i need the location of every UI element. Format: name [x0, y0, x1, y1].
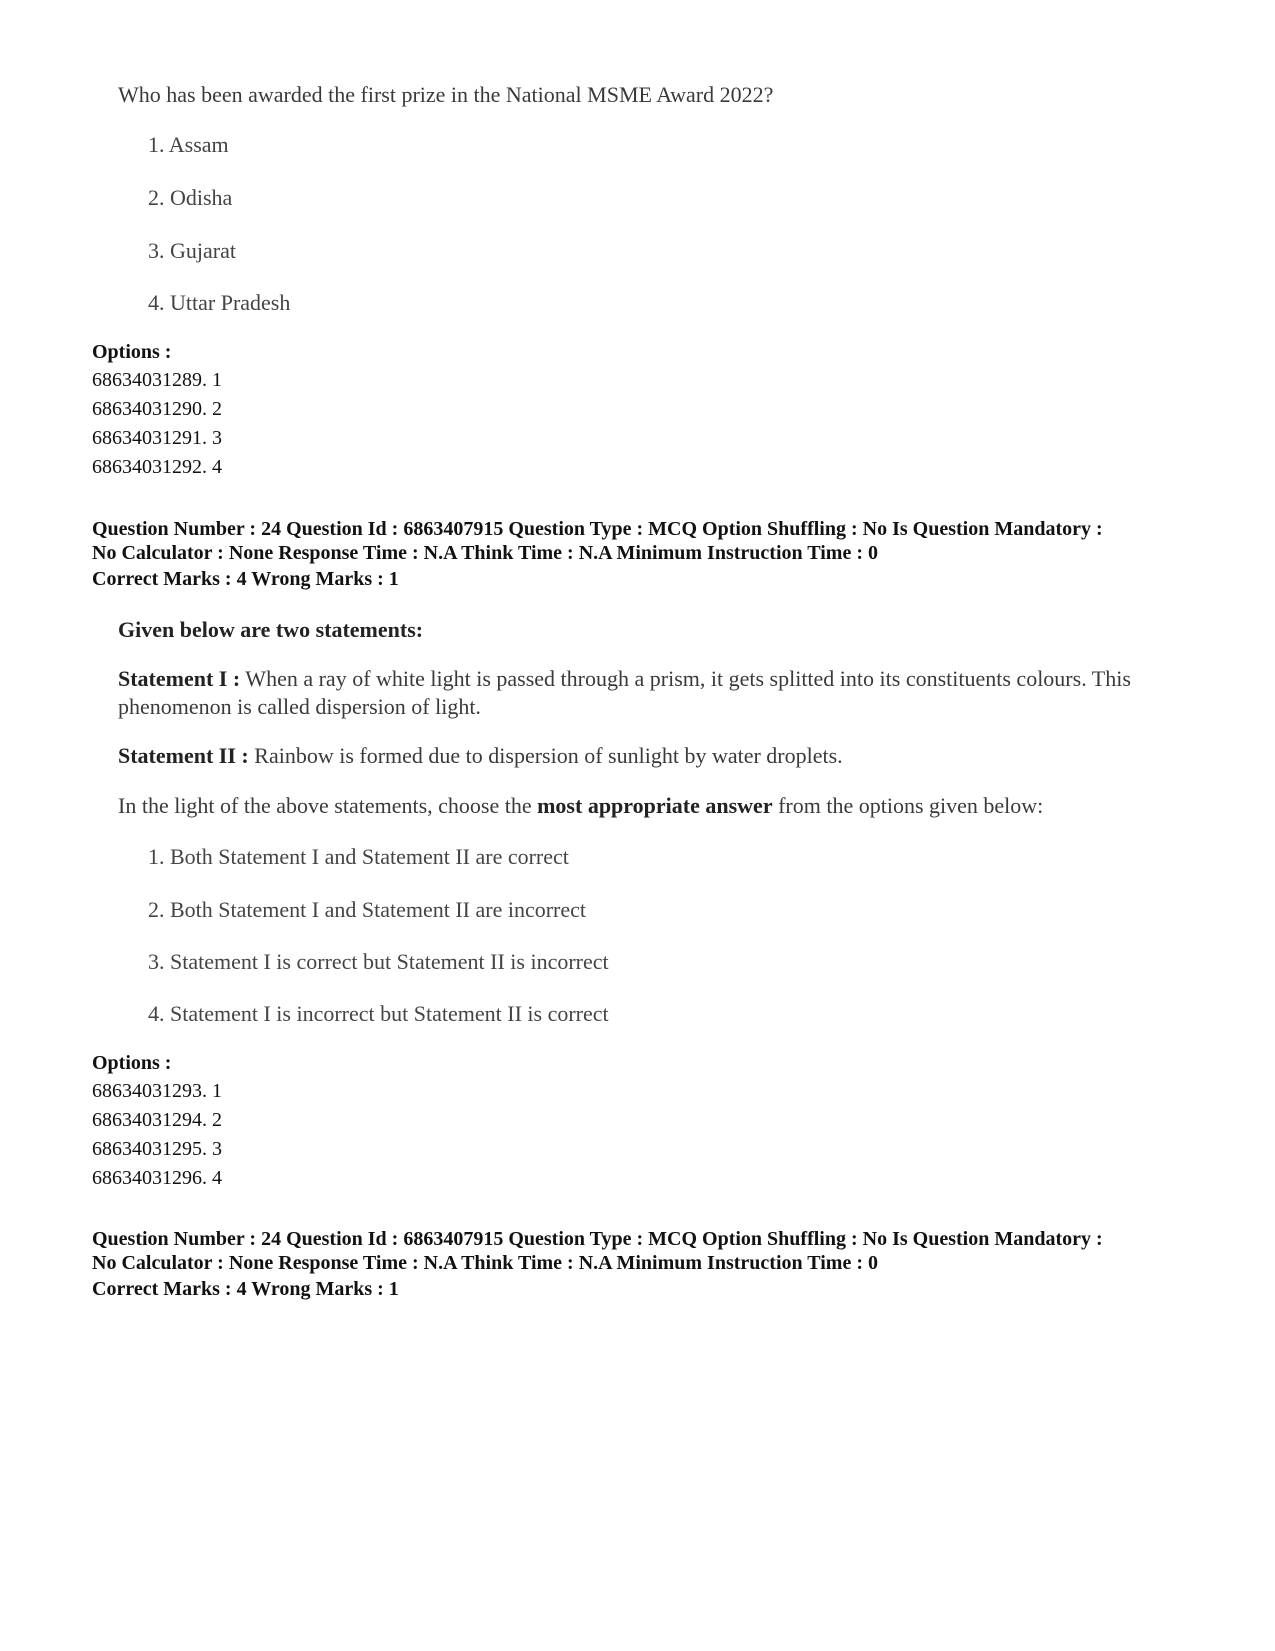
choice-item: 2. Odisha	[148, 185, 233, 210]
options-label: Options :	[92, 341, 172, 363]
question-meta: Question Number : 24 Question Id : 6863407915 Question Type : MCQ Option Shuffling : No Is Question Mandatory : No Calculator : None Response Time : N.A Think Time : N.A Minimum Instruction Time : 0	[92, 518, 1103, 564]
marks-info: Correct Marks : 4 Wrong Marks : 1	[92, 1278, 399, 1300]
choice-item: 4. Statement I is incorrect but Statement II is correct	[148, 1001, 609, 1026]
statement-2: Statement II : Rainbow is formed due to dispersion of sunlight by water droplets.	[118, 743, 843, 768]
instruction: In the light of the above statements, choose the most appropriate answer from the options given below:	[118, 793, 1044, 818]
option-id: 68634031292. 4	[92, 456, 222, 478]
question-meta: Question Number : 24 Question Id : 6863407915 Question Type : MCQ Option Shuffling : No Is Question Mandatory : No Calculator : None Response Time : N.A Think Time : N.A Minimum Instruction Time : 0	[92, 1228, 1103, 1274]
option-id: 68634031290. 2	[92, 398, 222, 420]
options-label: Options :	[92, 1052, 172, 1074]
question-text: Who has been awarded the first prize in the National MSME Award 2022?	[118, 82, 774, 107]
option-id: 68634031291. 3	[92, 427, 222, 449]
option-id: 68634031295. 3	[92, 1138, 222, 1160]
choice-item: 4. Uttar Pradesh	[148, 290, 291, 315]
option-id: 68634031296. 4	[92, 1167, 222, 1189]
choice-item: 2. Both Statement I and Statement II are incorrect	[148, 897, 587, 922]
option-id: 68634031289. 1	[92, 369, 222, 391]
choice-item: 1. Assam	[148, 132, 229, 157]
choice-item: 3. Gujarat	[148, 238, 236, 263]
choice-item: 1. Both Statement I and Statement II are correct	[148, 844, 569, 869]
statements-intro: Given below are two statements:	[118, 617, 424, 642]
option-id: 68634031294. 2	[92, 1109, 222, 1131]
marks-info: Correct Marks : 4 Wrong Marks : 1	[92, 568, 399, 590]
choice-item: 3. Statement I is correct but Statement II is incorrect	[148, 949, 609, 974]
option-id-list	[92, 366, 222, 482]
option-id: 68634031293. 1	[92, 1080, 222, 1102]
statement-1: Statement I : When a ray of white light is passed through a prism, it gets splitted into its constituents colours. This phenomenon is called dispersion of light.	[118, 666, 1131, 719]
option-id-list	[92, 1077, 222, 1193]
